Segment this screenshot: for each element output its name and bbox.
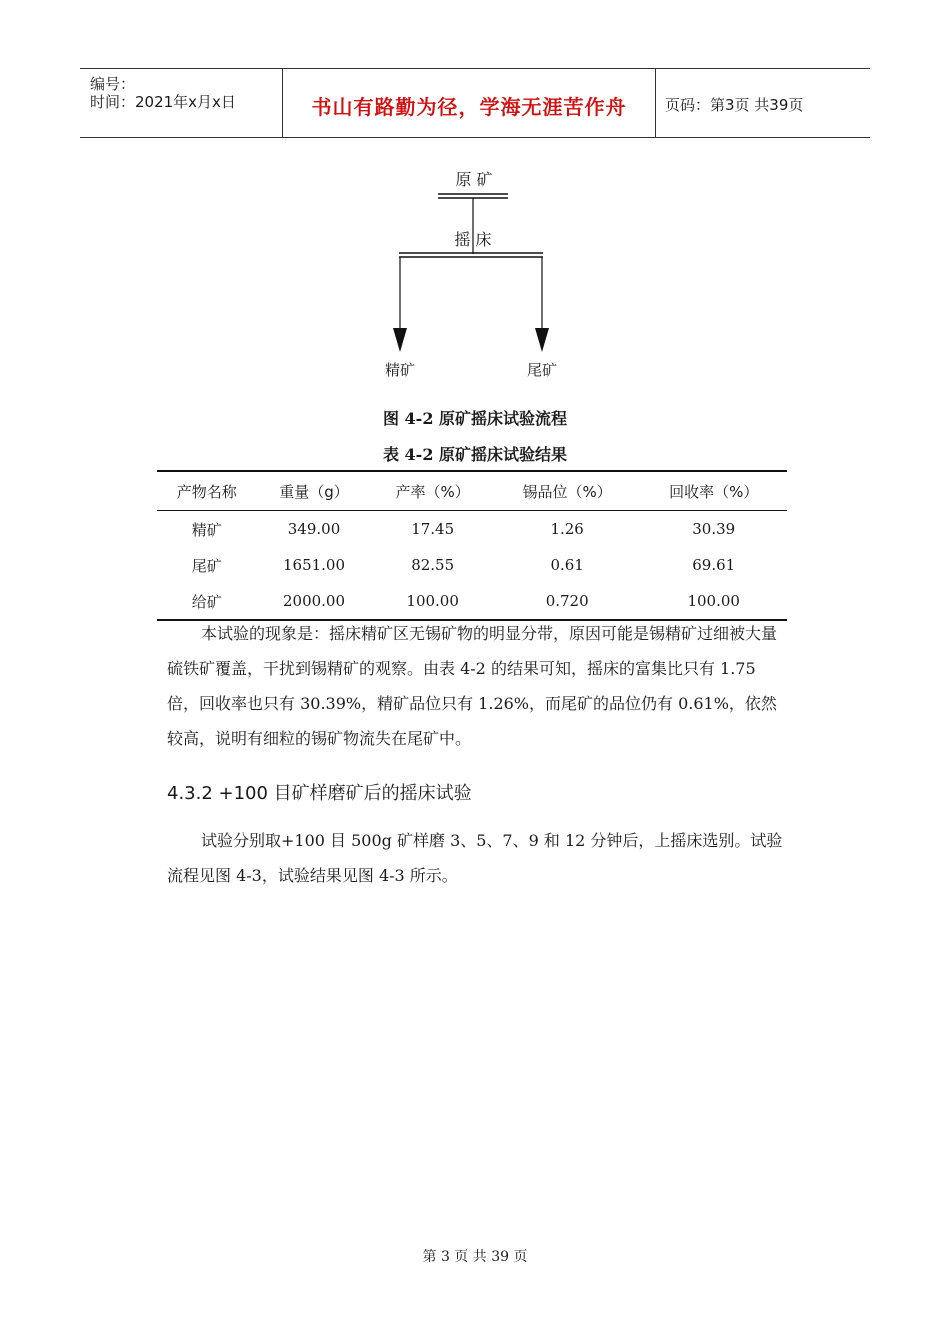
document-time-label: 时间：2021年x月x日 <box>90 93 236 111</box>
body-paragraph <box>167 616 783 756</box>
header-motto: 书山有路勤为径，学海无涯苦作舟 <box>311 95 627 119</box>
table-header-row <box>157 471 787 511</box>
table-cell: 0.720 <box>494 583 641 620</box>
flow-diagram <box>380 160 580 390</box>
table-cell: 精矿 <box>191 520 222 539</box>
table-cell: 30.39 <box>692 520 736 538</box>
flow-node-raw-ore: 原 矿 <box>455 170 493 189</box>
table-cell: 1.26 <box>550 520 584 538</box>
header-page-cell <box>655 69 870 137</box>
table-cell: 82.55 <box>411 556 455 574</box>
results-table <box>157 470 787 621</box>
table-header-cell: 回收率（%） <box>640 471 787 511</box>
table-cell: 69.61 <box>692 556 736 574</box>
table-header-cell: 产率（%） <box>371 471 493 511</box>
header-motto-cell <box>282 69 656 137</box>
paragraph-text: 试验分别取+100 目 500g 矿样磨 3、5、7、9 和 12 分钟后，上摇床选别。试验流程见图 4-3，试验结果见图 4-3 所示。 <box>167 831 783 885</box>
flow-node-concentrate: 精矿 <box>384 361 416 379</box>
table-cell: 349.00 <box>287 520 341 538</box>
header-info-cell <box>80 69 282 137</box>
table-header-cell: 重量（g） <box>257 471 372 511</box>
table-header-cell: 产物名称 <box>157 471 257 511</box>
table-cell: 0.61 <box>550 556 584 574</box>
header-page-number: 页码：第3页 共39页 <box>665 96 804 114</box>
paragraph-text: 本试验的现象是：摇床精矿区无锡矿物的明显分带，原因可能是锡精矿过细被大量硫铁矿覆盖，干扰到锡精矿的观察。由表 4-2 的结果可知，摇床的富集比只有 1.75 倍，回收率也只有 30.39%，精矿品位只有 1.26%，而尾矿的品位仍有 0.61%，依然较高，说明有细粒的锡矿物流失在尾矿中。 <box>167 624 778 748</box>
table-cell: 尾矿 <box>191 556 222 575</box>
body-paragraph <box>167 823 783 893</box>
table-cell: 2000.00 <box>257 583 372 620</box>
page-header <box>80 68 870 138</box>
table-cell: 100.00 <box>371 583 493 620</box>
table-cell: 1651.00 <box>282 556 346 574</box>
section-heading: 4.3.2 +100 目矿样磨矿后的摇床试验 <box>167 783 472 804</box>
document-number-label: 编号： <box>90 75 136 93</box>
table-cell: 给矿 <box>157 583 257 620</box>
table-cell: 100.00 <box>640 583 787 620</box>
table-row <box>157 511 787 548</box>
flow-node-tailings: 尾矿 <box>526 361 558 379</box>
page-footer: 第 3 页 共 39 页 <box>422 1249 528 1265</box>
table-cell: 17.45 <box>411 520 455 538</box>
table-caption: 表 4-2 原矿摇床试验结果 <box>382 445 568 464</box>
figure-caption: 图 4-2 原矿摇床试验流程 <box>382 409 568 428</box>
table-row <box>157 547 787 583</box>
flow-process-table: 摇 床 <box>454 230 492 249</box>
flow-right-arrow <box>535 328 549 352</box>
table-row <box>157 583 787 620</box>
table-header-cell: 锡品位（%） <box>494 471 641 511</box>
flow-left-arrow <box>393 328 407 352</box>
